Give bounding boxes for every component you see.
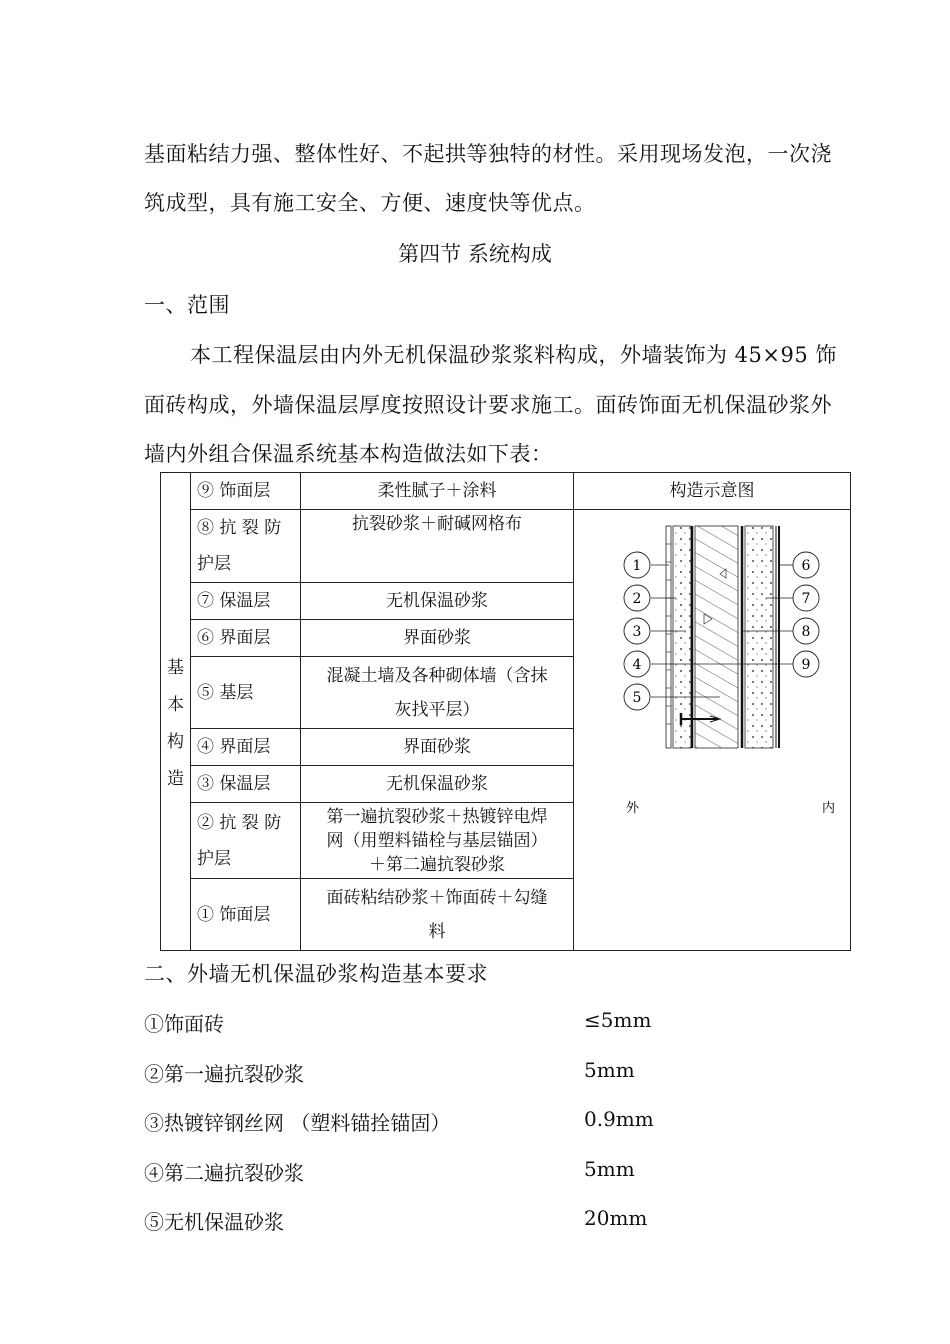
layer-name: ⑨ 饰面层 (191, 473, 301, 510)
layer-desc: 界面砂浆 (301, 729, 574, 766)
figure-header: 构造示意图 (574, 473, 851, 510)
scope-line-2: 面砖构成，外墙保温层厚度按照设计要求施工。面砖饰面无机保温砂浆外 (144, 393, 832, 417)
callout-number: 3 (632, 624, 642, 640)
construction-diagram-cell (574, 510, 851, 951)
callout-number: 5 (632, 690, 642, 706)
layer-name: ③ 保温层 (191, 766, 301, 803)
layer-desc: 混凝土墙及各种砌体墙（含抹 灰找平层） (301, 657, 574, 729)
section-title: 第四节 系统构成 (398, 242, 552, 266)
layer-desc: 第一遍抗裂砂浆＋热镀锌电焊 网（用塑料锚栓与基层锚固） ＋第二遍抗裂砂浆 (301, 803, 574, 879)
construction-diagram (580, 514, 856, 946)
layer-desc: 无机保温砂浆 (301, 766, 574, 803)
layer-name: ① 饰面层 (191, 879, 301, 951)
layer-desc: 界面砂浆 (301, 620, 574, 657)
requirement-label: ③热镀锌钢丝网 （塑料锚拴锚固） (144, 1111, 451, 1135)
paragraph-line-2: 筑成型，具有施工安全、方便、速度快等优点。 (144, 191, 596, 215)
requirement-value: 20mm (584, 1206, 648, 1230)
scope-line-3: 墙内外组合保温系统基本构造做法如下表： (144, 442, 553, 466)
callout-number: 8 (801, 624, 811, 640)
requirement-label: ⑤无机保温砂浆 (144, 1210, 284, 1234)
side-char: 基 (167, 657, 184, 678)
layer-name: ⑧ 抗 裂 防 护层 (191, 510, 301, 583)
inside-label: 内 (822, 801, 836, 816)
inner-insulation (745, 526, 773, 748)
requirement-label: ④第二遍抗裂砂浆 (144, 1161, 304, 1185)
scope-heading: 一、范围 (144, 293, 230, 317)
callout-number: 7 (801, 591, 811, 607)
construction-table (160, 472, 851, 951)
side-char: 造 (167, 768, 184, 789)
requirement-label: ①饰面砖 (144, 1012, 224, 1036)
side-char: 本 (167, 694, 184, 715)
layer-name: ⑦ 保温层 (191, 583, 301, 620)
layer-desc: 柔性腻子＋涂料 (301, 473, 574, 510)
scope-line-1: 本工程保温层由内外无机保温砂浆浆料构成，外墙装饰为 45×95 饰 (190, 343, 837, 367)
requirement-value: 5mm (584, 1157, 635, 1181)
tile-layer (666, 526, 671, 748)
callout-number: 4 (632, 657, 642, 673)
side-char: 构 (167, 731, 184, 752)
requirement-item (144, 1157, 635, 1186)
requirement-item (144, 1206, 648, 1235)
requirement-value: 5mm (584, 1058, 635, 1082)
layer-name: ⑥ 界面层 (191, 620, 301, 657)
layer-desc: 无机保温砂浆 (301, 583, 574, 620)
requirement-item (144, 1008, 652, 1037)
layer-name: ④ 界面层 (191, 729, 301, 766)
requirement-item (144, 1107, 654, 1136)
side-label-cell (161, 473, 191, 951)
requirements-heading: 二、外墙无机保温砂浆构造基本要求 (144, 962, 488, 986)
callout-number: 2 (632, 591, 642, 607)
layer-desc: 面砖粘结砂浆＋饰面砖＋勾缝 料 (301, 879, 574, 951)
callout-number: 6 (801, 558, 811, 574)
outside-label: 外 (626, 801, 640, 816)
requirement-value: ≤5mm (584, 1008, 652, 1032)
paragraph-line-1: 基面粘结力强、整体性好、不起拱等独特的材性。采用现场发泡，一次浇 (144, 142, 832, 166)
layer-name: ② 抗 裂 防 护层 (191, 803, 301, 879)
requirement-item (144, 1058, 635, 1087)
requirement-value: 0.9mm (584, 1107, 654, 1131)
callout-number: 1 (632, 558, 642, 574)
layer-name: ⑤ 基层 (191, 657, 301, 729)
requirement-label: ②第一遍抗裂砂浆 (144, 1062, 304, 1086)
base-wall (695, 526, 738, 748)
layer-desc: 抗裂砂浆＋耐碱网格布 (301, 510, 574, 583)
callout-number: 9 (801, 657, 811, 673)
